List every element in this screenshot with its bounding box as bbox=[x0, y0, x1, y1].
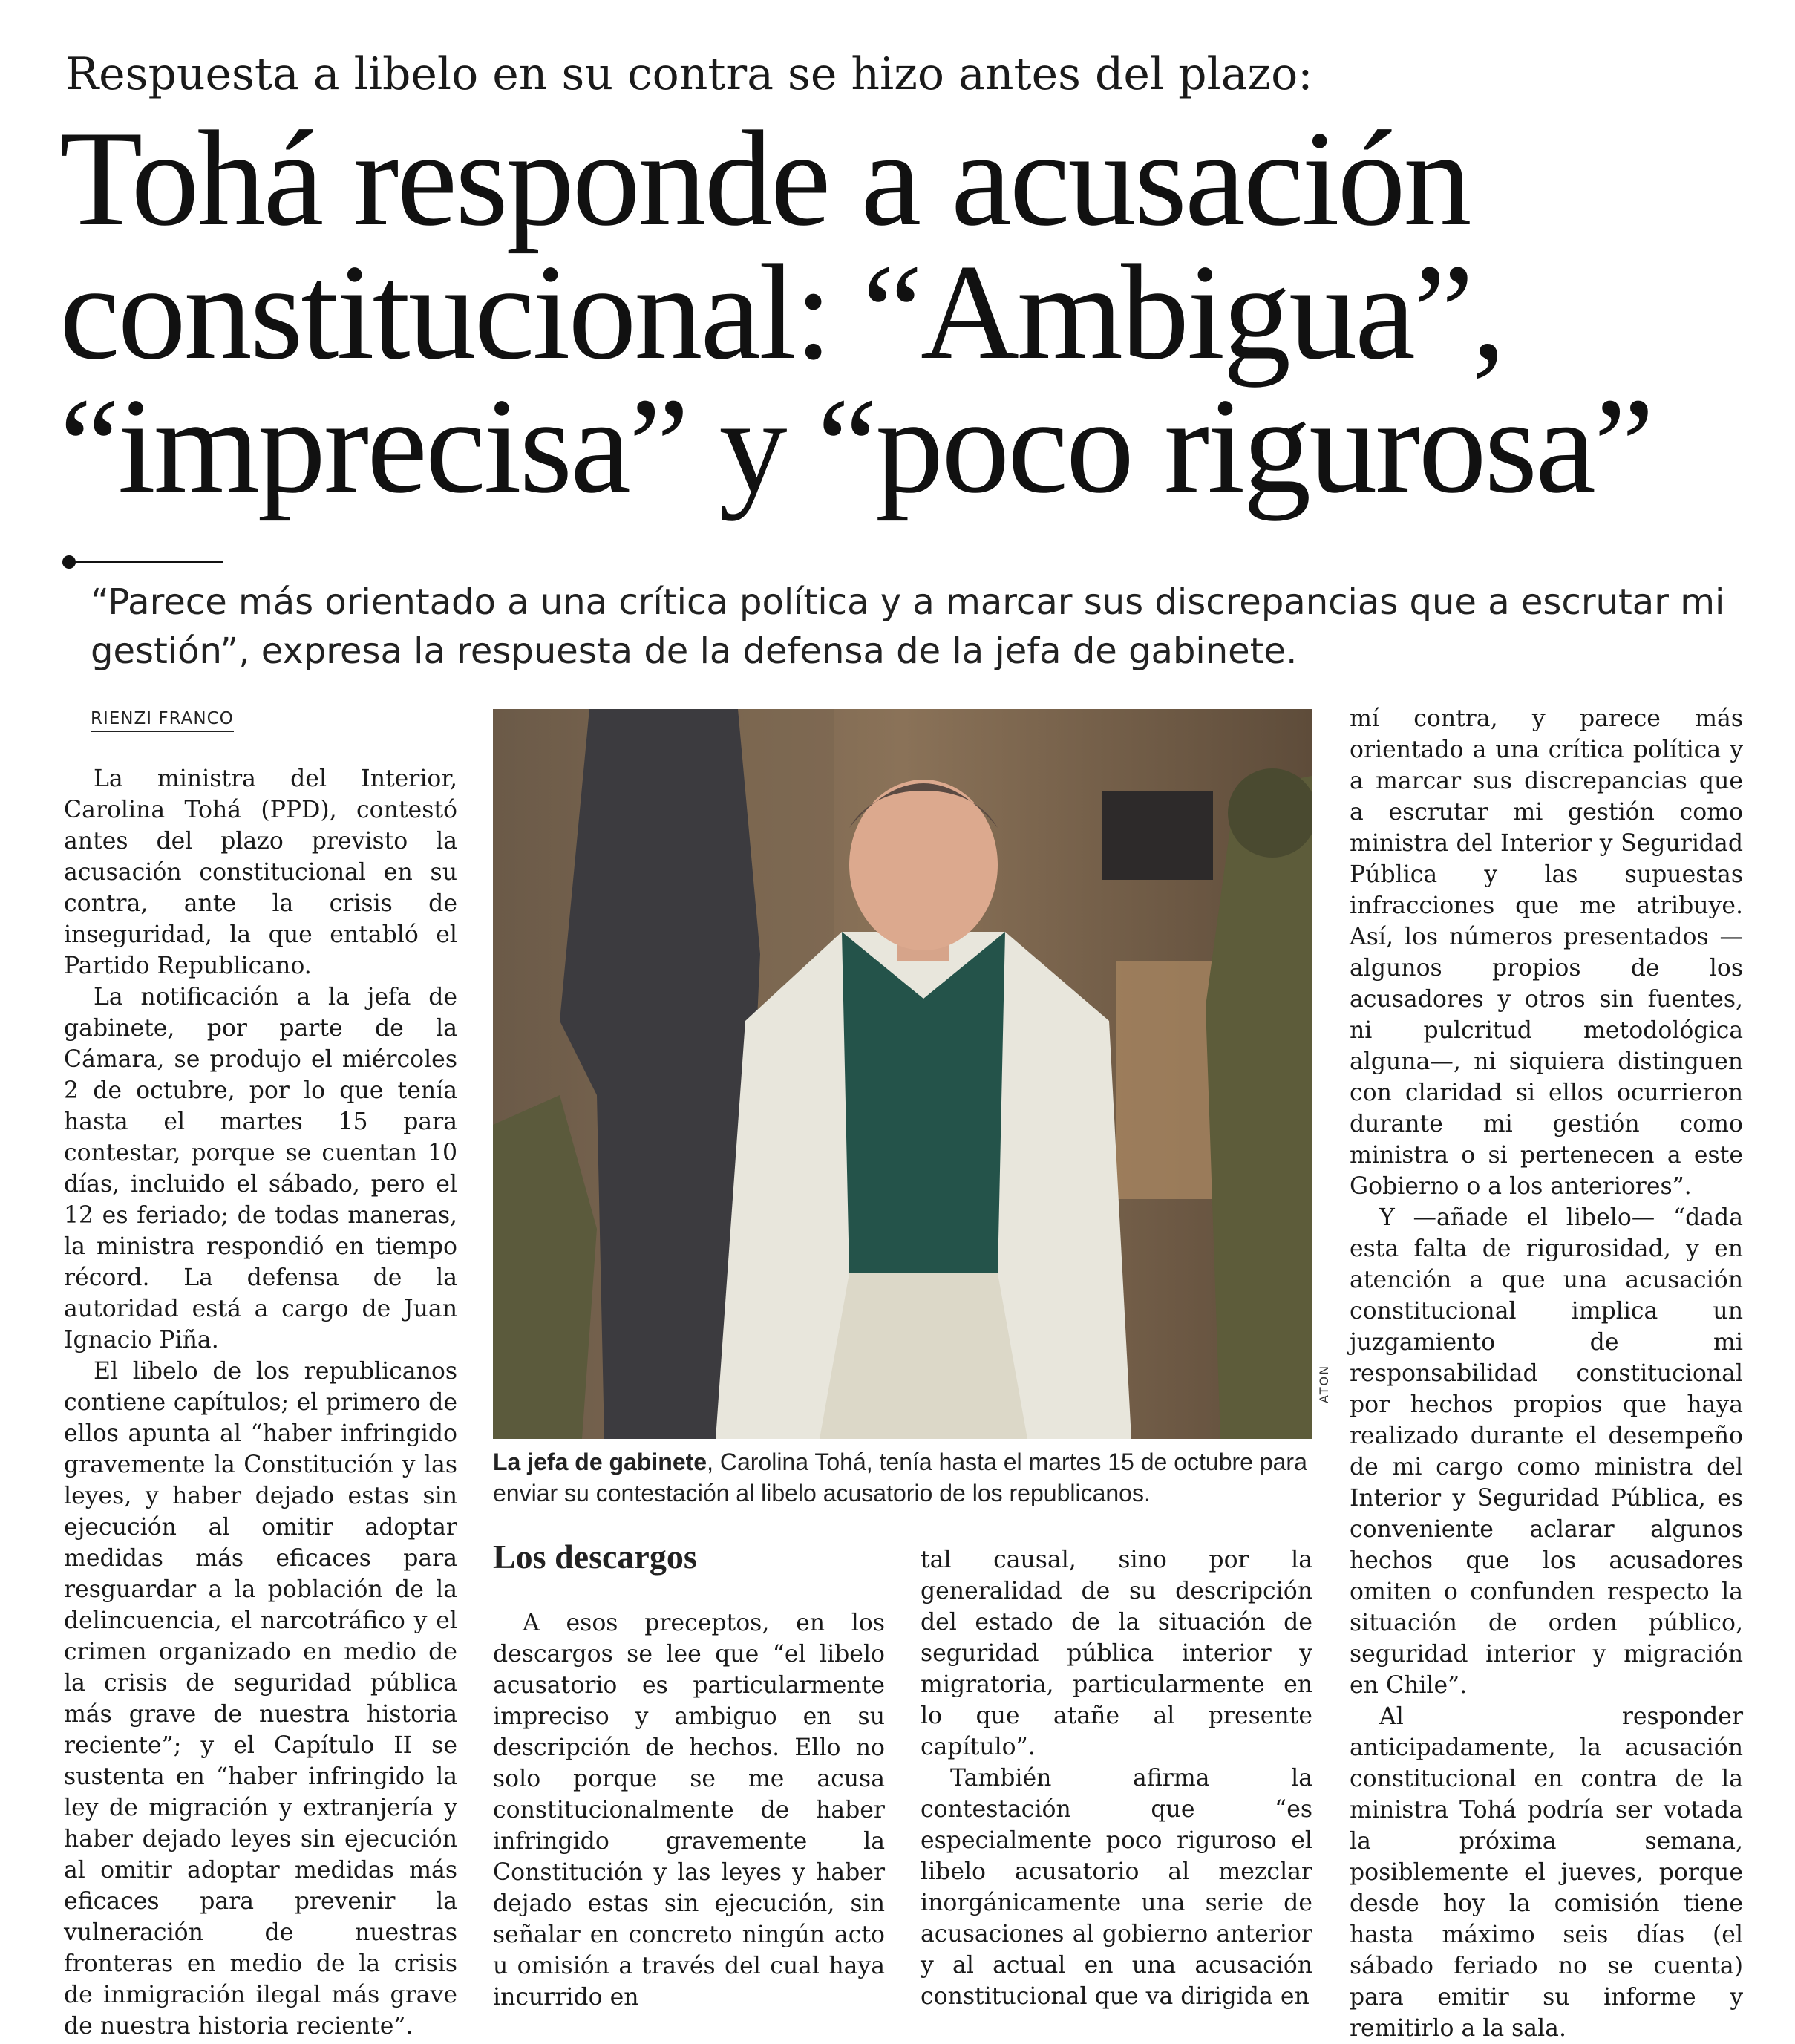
deck: “Parece más orientado a una crítica política y a marcar sus discrepancias que a escrutar mi gestión”, expresa la respuesta de la defensa de la jefa de gabinete. bbox=[91, 581, 1725, 672]
deck-rule-line bbox=[74, 561, 223, 563]
paragraph: Al responder anticipadamente, la acusación constitucional en contra de la ministra Tohá podría ser votada la próxima semana, posiblemente el jueves, porque desde hoy la comisión tiene hasta máximo seis días (el sábado feriado no se cuenta) para emitir su informe y remitirlo a la sala. bbox=[1350, 1703, 1743, 2042]
column-4 bbox=[1350, 703, 1743, 2044]
subhead: Los descargos bbox=[493, 1538, 697, 1576]
caption-lead: La jefa de gabinete bbox=[493, 1449, 707, 1475]
paragraph: La ministra del Interior, Carolina Tohá (PPD), contestó antes del plazo previsto la acusación constitucional en su contra, ante la crisis de inseguridad, la que entabló el Partido Republicano. bbox=[64, 765, 457, 979]
column-2 bbox=[493, 1607, 885, 2013]
kicker: Respuesta a libelo en su contra se hizo antes del plazo: bbox=[65, 48, 1313, 100]
photo-credit: ATON bbox=[1317, 1364, 1331, 1403]
paragraph: mí contra, y parece más orientado a una crítica política y a marcar sus discrepancias que a escrutar mi gestión como ministra del Interior y Seguridad Pública y las supuestas infracciones que me atribuye. Así, los números presentados —algunos propios de los acusadores y otros sin fuentes, ni pulcritud metodológica alguna—, ni siquiera distinguen con claridad si ellos ocurrieron durante mi gestión como ministra o si pertenecen a este Gobierno o a los anteriores”. bbox=[1350, 705, 1743, 1200]
photo-caption bbox=[493, 1446, 1317, 1509]
paragraph: El libelo de los republicanos contiene capítulos; el primero de ellos apunta al “haber infringido gravemente la Constitución y las leyes, y haber dejado estas sin ejecución al omitir adoptar medidas más eficaces para resguardar a la población de la delincuencia, el narcotráfico y el crimen organizado en medio de la crisis de seguridad pública más grave de nuestra historia reciente”; y el Capítulo II se sustenta en “haber infringido la ley de migración y extranjería y haber dejado leyes sin ejecución al omitir adoptar medidas más eficaces para prevenir la vulneración de nuestras fronteras en medio de la crisis de inmigración ilegal más grave de nuestra historia reciente”. bbox=[64, 1358, 457, 2040]
caption-text: , Carolina Tohá, tenía hasta el martes 15 de octubre para enviar su contestación al libelo acusatorio de los republicanos. bbox=[493, 1449, 1307, 1506]
paragraph: También afirma la contestación que “es especialmente poco riguroso el libelo acusatorio al mezclar inorgánicamente una serie de acusaciones al gobierno anterior y al actual en una acusación constitucional que va dirigida en bbox=[921, 1765, 1312, 2010]
column-3 bbox=[921, 1544, 1312, 2012]
photo-illustration bbox=[493, 709, 1312, 1439]
column-1 bbox=[64, 763, 457, 2042]
paragraph: A esos preceptos, en los descargos se lee que “el libelo acusatorio es particularmente impreciso y ambiguo en su descripción de hechos. Ello no solo porque se me acusa constitucionalmente de haber infringido gravemente la Constitución y las leyes y haber dejado estas sin ejecución, sin señalar en concreto ningún acto u omisión a través del cual haya incurrido en bbox=[493, 1610, 885, 2011]
byline: RIENZI FRANCO bbox=[91, 709, 234, 732]
paragraph: Y —añade el libelo— “dada esta falta de rigurosidad, y en atención a que una acusación constitucional implica un juzgamiento de mi responsabilidad constitucional por hechos propios que haya realizado durante el desempeño de mi cargo como ministra del Interior y Seguridad Pública, es conveniente aclarar algunos hechos que los acusadores omiten o confunden respecto la situación de orden público, seguridad interior y migración en Chile”. bbox=[1350, 1204, 1743, 1699]
headline: Tohá responde a acusación constitucional: “Ambigua”, “imprecisa” y “poco rigurosa” bbox=[59, 102, 1652, 521]
paragraph: tal causal, sino por la generalidad de su descripción del estado de la situación de seguridad pública interior y migratoria, particularmente en lo que atañe al presente capítulo”. bbox=[921, 1547, 1312, 1760]
paragraph: La notificación a la jefa de gabinete, por parte de la Cámara, se produjo el miércoles 2 de octubre, por lo que tenía hasta el martes 15 para contestar, porque se cuentan 10 días, incluido el sábado, pero el 12 es feriado; de todas maneras, la ministra respondió en tiempo récord. La defensa de la autoridad está a cargo de Juan Ignacio Piña. bbox=[64, 984, 457, 1354]
article-photo bbox=[493, 709, 1312, 1439]
